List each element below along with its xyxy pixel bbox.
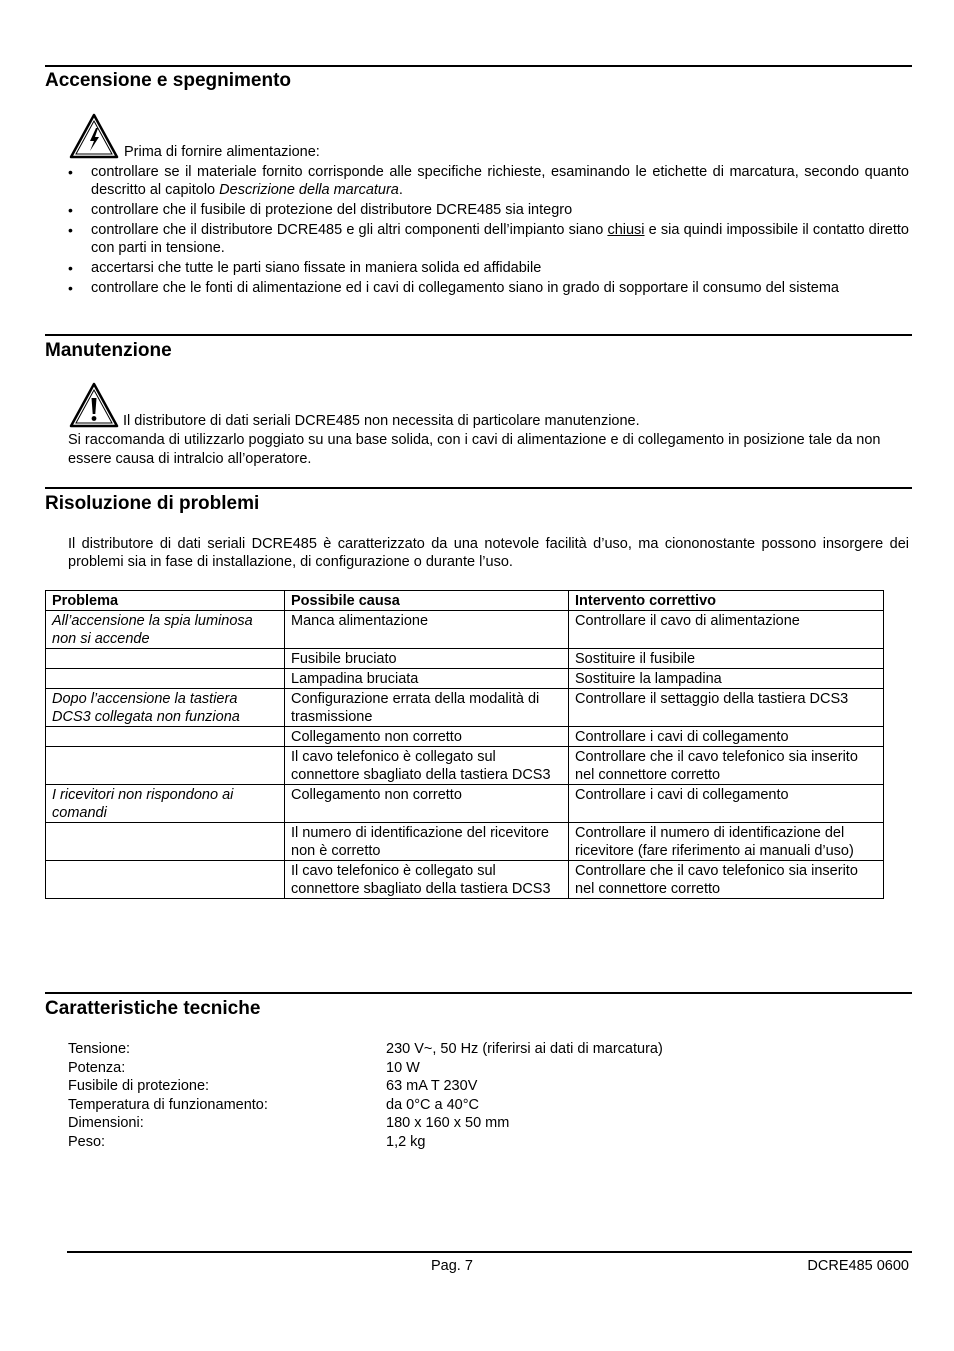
remedy-cell: Controllare il cavo di alimentazione	[569, 611, 884, 649]
page-number: Pag. 7	[431, 1258, 473, 1274]
table-header-row	[46, 591, 884, 611]
cause-cell: Configurazione errata della modalità di trasmissione	[285, 689, 569, 727]
list-item: • controllare se il materiale fornito corrisponde alle specifiche richieste, esaminando le etichette di marcatura, secondo quanto descritto al capitolo Descrizione della marcatura.	[68, 163, 909, 199]
spec-row	[68, 1096, 663, 1115]
power-intro: Prima di fornire alimentazione:	[124, 144, 320, 160]
remedy-cell: Controllare che il cavo telefonico sia inserito nel connettore corretto	[569, 861, 884, 899]
section-divider	[45, 992, 912, 994]
column-header-remedy: Intervento correttivo	[569, 591, 884, 611]
column-header-cause: Possibile causa	[285, 591, 569, 611]
footer-divider	[67, 1251, 912, 1253]
problem-cell: Dopo l’accensione la tastiera DCS3 collegata non funziona	[46, 689, 285, 727]
table-row	[46, 649, 884, 669]
section-divider	[45, 65, 912, 67]
power-checklist	[68, 163, 909, 299]
problem-cell	[46, 747, 285, 785]
table-row	[46, 823, 884, 861]
table-row	[46, 689, 884, 727]
table-row	[46, 727, 884, 747]
warning-exclamation-icon	[69, 382, 119, 428]
cause-cell: Lampadina bruciata	[285, 669, 569, 689]
section-title-power: Accensione e spegnimento	[45, 70, 292, 91]
list-item: • accertarsi che tutte le parti siano fissate in maniera solida ed affidabile	[68, 259, 909, 277]
cause-cell: Collegamento non corretto	[285, 727, 569, 747]
section-divider	[45, 487, 912, 489]
section-title-troubleshooting: Risoluzione di problemi	[45, 493, 260, 514]
list-item: • controllare che le fonti di alimentazione ed i cavi di collegamento siano in grado di sopportare il consumo del sistema	[68, 279, 909, 297]
remedy-cell: Sostituire la lampadina	[569, 669, 884, 689]
problem-cell: I ricevitori non rispondono ai comandi	[46, 785, 285, 823]
spec-value: 10 W	[386, 1059, 420, 1076]
table-row	[46, 785, 884, 823]
spec-label: Tensione:	[68, 1041, 131, 1057]
spec-value: 230 V~, 50 Hz (riferirsi ai dati di marcatura)	[386, 1041, 663, 1057]
cause-cell: Manca alimentazione	[285, 611, 569, 649]
maintenance-line-2: Si raccomanda di utilizzarlo poggiato su una base solida, con i cavi di alimentazione e di collegamento in posizione tale da non essere causa di intralcio all’operatore.	[68, 432, 881, 467]
spec-row	[68, 1059, 663, 1078]
spec-value: 1,2 kg	[386, 1133, 426, 1150]
section-divider	[45, 334, 912, 336]
document-code: DCRE485 0600	[807, 1258, 909, 1274]
problem-cell	[46, 823, 285, 861]
spec-value: 180 x 160 x 50 mm	[386, 1115, 510, 1131]
spec-label: Temperatura di funzionamento:	[68, 1096, 268, 1113]
spec-label: Fusibile di protezione:	[68, 1078, 210, 1094]
problem-cell	[46, 649, 285, 669]
column-header-problem: Problema	[46, 591, 285, 611]
table-row	[46, 669, 884, 689]
cause-cell: Il cavo telefonico è collegato sul connettore sbagliato della tastiera DCS3	[285, 861, 569, 899]
remedy-cell: Sostituire il fusibile	[569, 649, 884, 669]
remedy-cell: Controllare il numero di identificazione del ricevitore (fare riferimento ai manuali d’uso)	[569, 823, 884, 861]
table-row	[46, 747, 884, 785]
section-title-specs: Caratteristiche tecniche	[45, 998, 261, 1019]
problem-cell: All’accensione la spia luminosa non si accende	[46, 611, 285, 649]
electric-hazard-icon	[69, 113, 119, 159]
cause-cell: Il cavo telefonico è collegato sul connettore sbagliato della tastiera DCS3	[285, 747, 569, 785]
list-item: • controllare che il distributore DCRE485 e gli altri componenti dell’impianto siano chiusi e sia quindi impossibile il contatto diretto con parti in tensione.	[68, 221, 909, 257]
spec-row	[68, 1040, 663, 1059]
spec-row	[68, 1114, 663, 1133]
problem-cell	[46, 727, 285, 747]
cause-cell: Fusibile bruciato	[285, 649, 569, 669]
maintenance-line-1: Il distributore di dati seriali DCRE485 non necessita di particolare manutenzione.	[123, 413, 640, 429]
spec-value: 63 mA T 230V	[386, 1078, 478, 1094]
table-row	[46, 861, 884, 899]
spec-row	[68, 1077, 663, 1096]
spec-value: da 0°C a 40°C	[386, 1096, 480, 1113]
problem-cell	[46, 669, 285, 689]
spec-label: Potenza:	[68, 1059, 126, 1076]
remedy-cell: Controllare i cavi di collegamento	[569, 785, 884, 823]
cause-cell: Collegamento non corretto	[285, 785, 569, 823]
troubleshooting-table	[45, 590, 884, 899]
troubleshooting-intro: Il distributore di dati seriali DCRE485 è caratterizzato da una notevole facilità d’uso, ma ciononostante possono insorgere dei problemi sia in fase di installazione, di configurazione o durante l’uso.	[68, 536, 909, 570]
list-item: • controllare che il fusibile di protezione del distributore DCRE485 sia integro	[68, 201, 909, 219]
remedy-cell: Controllare che il cavo telefonico sia inserito nel connettore corretto	[569, 747, 884, 785]
spec-label: Dimensioni:	[68, 1115, 144, 1131]
specs-table	[68, 1040, 663, 1151]
problem-cell	[46, 861, 285, 899]
remedy-cell: Controllare i cavi di collegamento	[569, 727, 884, 747]
spec-label: Peso:	[68, 1133, 106, 1150]
cause-cell: Il numero di identificazione del ricevitore non è corretto	[285, 823, 569, 861]
section-title-maintenance: Manutenzione	[45, 340, 172, 361]
remedy-cell: Controllare il settaggio della tastiera DCS3	[569, 689, 884, 727]
table-row	[46, 611, 884, 649]
spec-row	[68, 1133, 663, 1152]
